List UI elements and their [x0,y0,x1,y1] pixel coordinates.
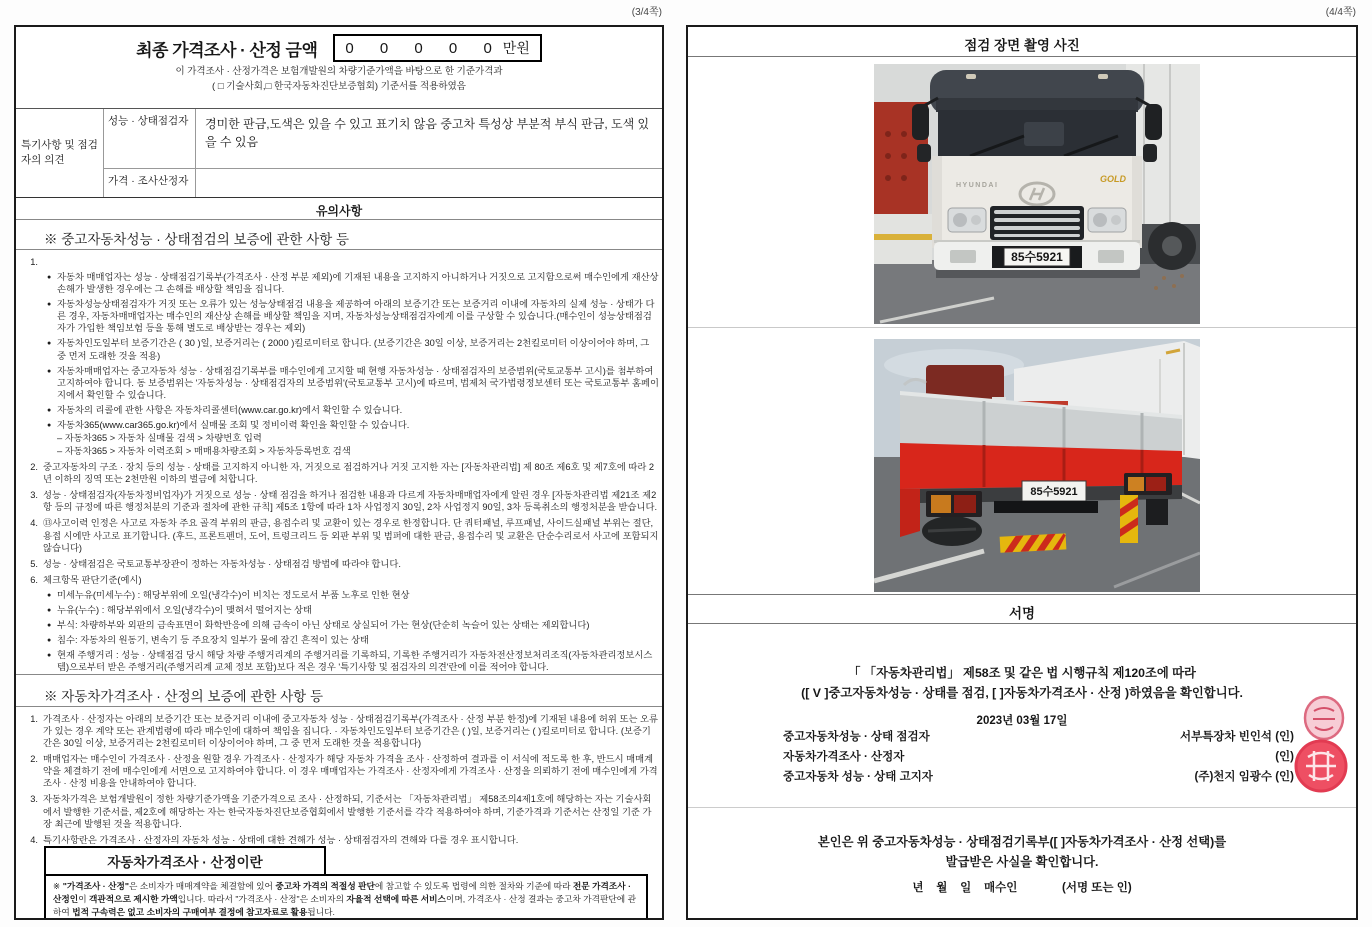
item-number: 4. [30,518,38,529]
signer-role: 중고자동차성능 · 상태 점검자 [783,731,930,743]
bullet-icon: ● [47,421,52,429]
appraiser-opinion-label: 가격 · 조사산정자 [104,169,196,197]
item-number: 1. [30,257,38,267]
list-item: ● 침수: 자동차의 원동기, 변속기 등 주요장치 일부가 물에 잠긴 흔적이 있는 상태 [47,635,369,646]
section2-body [23,709,659,845]
item-number: 4. [30,834,38,845]
rear-license-plate [1022,481,1086,501]
price-definition-box [44,846,648,920]
list-item: 4. 특기사항란은 가격조사 · 산정자의 자동차 성능 · 상태에 대한 견해가 성능 · 상태점검자의 견해와 다를 경우 표시합니다. [23,834,659,845]
photo-divider [688,327,1356,328]
list-item: ● 현재 주행거리 : 성능 · 상태점검 당시 해당 차량 주행거리계의 주행거리를 기록하되, 기록한 주행거리가 자동차전산정보처리조직(자동차관리정보시스템)으로부터 받은 주행거리(주행거리계 교체 정보 포함)보다 적은 경우 '특기사항 및 점검자의 의견'란에 이를 적어야 합니다. [47,650,653,673]
item-number: 5. [30,558,38,569]
list-subline: – 자동차365 > 자동차 이력조회 > 매매용차량조회 > 자동차등록번호 검색 [57,446,351,457]
legal-line-1: 「 「자동차관리법」 제58조 및 같은 법 시행규칙 제120조에 따라 [848,666,1196,680]
signer-role: 중고자동차 성능 · 상태 고지자 [783,771,933,783]
final-price-title: 최종 가격조사 · 산정 금액 [136,40,318,60]
signer-role: 자동차가격조사 · 산정자 [783,751,905,763]
signature-divider [688,807,1356,808]
final-price-section [16,27,662,109]
list-item: 2. 중고자동차의 구조 · 장치 등의 성능 · 상태를 고지하지 아니한 자, 거짓으로 점검하거나 거짓 고지한 자는 [자동차관리법] 제 80조 제6호 및 제7호에 따라 2년 이하의 징역 또는 2천만원 이하의 벌금에 처합니다. [23,461,659,485]
truck-front-photo [874,64,1200,324]
list-item: 3. 자동차가격은 보험개발원이 정한 차량기준가액을 기준가격으로 조사 · 산정하되, 기준서는 「자동차관리법」 제58조의4제1호에 해당하는 자는 기술사회에서 발행한 기준서를, 제2호에 해당하는 자는 한국자동차진단보증협회에서 발행한 기준서를 각각 적용하여야 하며, 기준가격과 기준서는 산정일 기준 가장 최근에 발행된 것을 적용합니다. [23,793,659,829]
bullet-icon: ● [47,637,52,645]
buyer-signature-line: 년 월 일 매수인 (서명 또는 인) [912,882,1132,894]
truck-rear-photo [874,339,1200,592]
truck-model-text: GOLD [1100,174,1126,184]
special-notes-row-label: 특기사항 및 점검자의 의견 [16,109,104,197]
notifier-seal-icon [1294,739,1348,793]
list-item: ● 미세누유(미세누수) : 해당부위에 오일(냉각수)이 비치는 정도로서 부품 노후로 인한 현상 [47,589,410,600]
list-item: ● 자동차365(www.car365.go.kr)에서 실매물 조회 및 정비이력 확인을 확인할 수 있습니다. [47,419,410,430]
front-plate-number: 85수5921 [1011,250,1063,264]
item-number: 3. [30,794,38,805]
signature-section-title: 서명 [688,594,1356,624]
list-item: ● 누유(누수) : 해당부위에서 오일(냉각수)이 맺혀서 떨어지는 상태 [47,604,312,615]
price-definition-body: ※ "가격조사 · 산정"은 소비자가 매매계약을 체결함에 있어 중고차 가격의 적절성 판단에 참고할 수 있도록 법령에 의한 절차와 기준에 따라 전문 가격조사 · 산정인이 객관적으로 제시한 가액입니다. 따라서 "가격조사 · 산정"은 소비자의 자율적 선택에 따른 서비스이며, 가격조사 · 산정 결과는 중고차 가격판단에 관하여 법적 구속력은 없고 소비자의 구매여부 결정에 참고자료로 활용됩니다. [44,874,648,920]
list-item: 3. 성능 · 상태점검자(자동차정비업자)가 거짓으로 성능 · 상태 점검을 하거나 점검한 내용과 다르게 자동차매매업자에게 알린 경우 [자동차관리법 제21조 제2항 등의 규정에 따른 행정처분의 기준과 절차에 관한 규칙] 제5조 1항에 따라 1차 사업정지 30일, 2차 사업정지 90일, 3차 등록취소의 행정처분을 받습니다. [23,489,659,513]
signer-name: 서부특장차 빈인석 (인) [1179,731,1294,743]
truck-rear-illustration [874,339,1200,592]
list-item: 6. 체크항목 판단기준(예시) [23,574,659,586]
item-number: 3. [30,490,38,501]
inspector-opinion-content: 경미한 판금,도색은 있을 수 있고 표기치 않음 중고차 특성상 부분적 부식 판금, 도색 있을 수 있음 [205,117,650,149]
list-item: ● 자동차 매매업자는 성능 · 상태점검기록부(가격조사 · 산정 부분 제외)에 기재된 내용을 고지하지 아니하거나 거짓으로 고지함으로써 매수인에게 재산상 손해가 발생한 경우에는 그 손해를 배상할 책임을 집니다. [47,272,659,295]
table-row [104,169,662,197]
bullet-icon: ● [47,606,52,614]
legal-line-2: ([ V ]중고자동차성능 · 상태를 점검, [ ]자동차가격조사 · 산정 )하였음을 확인합니다. [801,686,1243,701]
section2-title: ※ 자동차가격조사 · 산정의 보증에 관한 사항 등 [16,674,662,707]
special-notes-table [16,109,662,198]
rear-plate-number: 85수5921 [1030,486,1078,498]
section1-title: ※ 중고자동차성능 · 상태점검의 보증에 관한 사항 등 [16,220,662,250]
confirmation-line-1: 본인은 위 중고자동차성능 · 상태점검기록부([ ]자동차가격조사 · 산정 선택)를 [817,835,1227,849]
section1-body [23,252,659,674]
price-note-1: 이 가격조사 · 산정가격은 보험개발원의 차량기준가액을 바탕으로 한 기준가격과 [175,66,503,77]
page4-label: (4/4쪽) [1325,7,1356,18]
photos-section-title: 점검 장면 촬영 사진 [688,27,1356,57]
page3-label: (3/4쪽) [631,7,662,18]
front-license-plate [1004,248,1070,266]
inspector-seal-icon [1302,695,1346,741]
list-item: ● 부식: 차량하부와 외판의 금속표면이 화학반응에 의해 금속이 아닌 상태로 상실되어 가는 현상(단순히 녹슬어 있는 상태는 제외합니다) [47,620,590,631]
table-row [104,109,662,169]
inspector-opinion-label: 성능 · 상태점검자 [104,109,196,168]
notice-header: 유의사항 [16,198,662,220]
bullet-icon: ● [47,622,52,630]
list-item: ● 자동차의 리콜에 관한 사항은 자동차리콜센터(www.car.go.kr)에서 확인할 수 있습니다. [47,404,403,415]
list-item: ● 자동차성능상태점검자가 거짓 또는 오류가 있는 성능상태점검 내용을 제공하여 아래의 보증기간 또는 보증거리 이내에 자동차의 실제 성능 · 상태가 다른 경우, 자동차매매업자는 매수인의 재산상 손해를 배상할 책임을 지며, 자동차성능상태점검자에게 이를 구상할 수 있습니다.(매수인이 성능상태점검자가 가입한 책임보험 등을 통해 별도로 배상받는 경우는 제외) [47,299,655,334]
bullet-icon: ● [47,406,52,414]
list-item: 2. 매매업자는 매수인이 가격조사 · 산정을 원할 경우 가격조사 · 산정자가 해당 자동차 가격을 조사 · 산정하여 결과를 이 서식에 적도록 한 후, 반드시 매매계약을 체결하기 전에 매수인에게 서면으로 고지하여야 합니다. 이 경우 매매업자는 가격조사 · 산정자에게 가격조사 · 산정을 의뢰하기 전에 매수인에게 가격조사 · 산정 비용을 안내하여야 합니다. [23,753,659,789]
price-definition-title: 자동차가격조사 · 산정이란 [44,846,326,876]
signature-date: 2023년 03월 17일 [976,715,1068,727]
list-item: 1. 가격조사 · 산정자는 아래의 보증기간 또는 보증거리 이내에 중고자동차 성능 · 상태점검기록부(가격조사 · 산정 부분 한정)에 기재된 내용에 허위 또는 오류가 있는 경우 계약 또는 관계법령에 따라 매수인에 대하여 책임을 집니다. · 자동차인도일부터 보증기간은 ( )일, 보증거리는 ( )킬로미터로 합니다. (보증기간은 30일 이상, 보증거리는 2천킬로미터 이상이어야 하며, 그 중 먼저 도래한 것을 적용합니다) [23,713,659,749]
page4-photos-signature [686,25,1358,920]
bullet-icon: ● [47,274,52,282]
item-number: 1. [30,714,38,724]
list-subline: – 자동차365 > 자동차 실매물 검색 > 차량번호 입력 [57,433,262,444]
item-number: 2. [30,462,38,473]
bullet-icon: ● [47,340,52,348]
signer-name: (인) [1275,751,1294,763]
price-amount-box [333,34,541,62]
bullet-icon: ● [47,301,52,309]
bullet-icon: ● [47,367,52,375]
truck-brand-text: HYUNDAI [956,182,999,189]
price-amount-digits: 0 0 0 0 0 [345,40,503,57]
price-note-2: ( □ 기술사회,□ 한국자동차진단보증협회) 기준서를 적용하였음 [212,80,466,92]
bullet-icon: ● [47,652,52,660]
truck-front-illustration [874,64,1200,324]
signer-name: (주)천지 임광수 (인) [1194,771,1294,783]
bullet-icon: ● [47,591,52,599]
list-item: 5. 성능 · 상태점검은 국토교통부장관이 정하는 자동차성능 · 상태점검 방법에 따라야 합니다. [23,558,659,570]
confirmation-line-2: 발급받은 사실을 확인합니다. [945,854,1099,869]
list-item: ● 자동차인도일부터 보증기간은 ( 30 )일, 보증거리는 ( 2000 )킬로미터로 합니다. (보증기간은 30일 이상, 보증거리는 2천킬로미터 이상이어야 하며, 그 중 먼저 도래한 것을 적용) [47,338,650,361]
signer-row [783,748,1294,768]
signer-row [783,728,1294,748]
list-item: ● 자동차매매업자는 중고자동차 성능 · 상태점검기록부를 매수인에게 고지할 때 현행 자동차성능 · 상태점검자의 보증범위(국토교통부 고시)를 첨부하여 고지하여야 합니다. 동 보증범위는 '자동차성능 · 상태점검자의 보증범위'(국토교통부 고시)에 따르며, 법제처 국가법령정보센터 또는 국토교통부 홈페이지에서 확인할 수 있습니다. [47,365,659,400]
list-item: 4. ⑬사고이력 인정은 사고로 자동차 주요 골격 부위의 판금, 용접수리 및 교환이 있는 경우로 한정합니다. 단 쿼터패널, 루프패널, 사이드실패널 부위는 절단, 용접 시에만 사고로 표기합니다. (후드, 프론트펜더, 도어, 트렁크리드 등 외판 부위 및 범퍼에 대한 판금, 용접수리 및 교환은 단순수리로서 사고에 포함되지 않습니다) [23,517,659,553]
list-item [23,256,659,268]
page3-inspection-record [14,25,664,920]
buyer-confirmation-text [688,833,1356,872]
signer-row [783,768,1294,788]
price-amount-unit: 만원 [502,40,530,56]
hazard-stripe-post [1120,495,1138,543]
legal-confirmation-text [688,663,1356,704]
item-number: 6. [30,574,38,585]
item-number: 2. [30,754,38,765]
appraiser-opinion-content [196,169,662,197]
